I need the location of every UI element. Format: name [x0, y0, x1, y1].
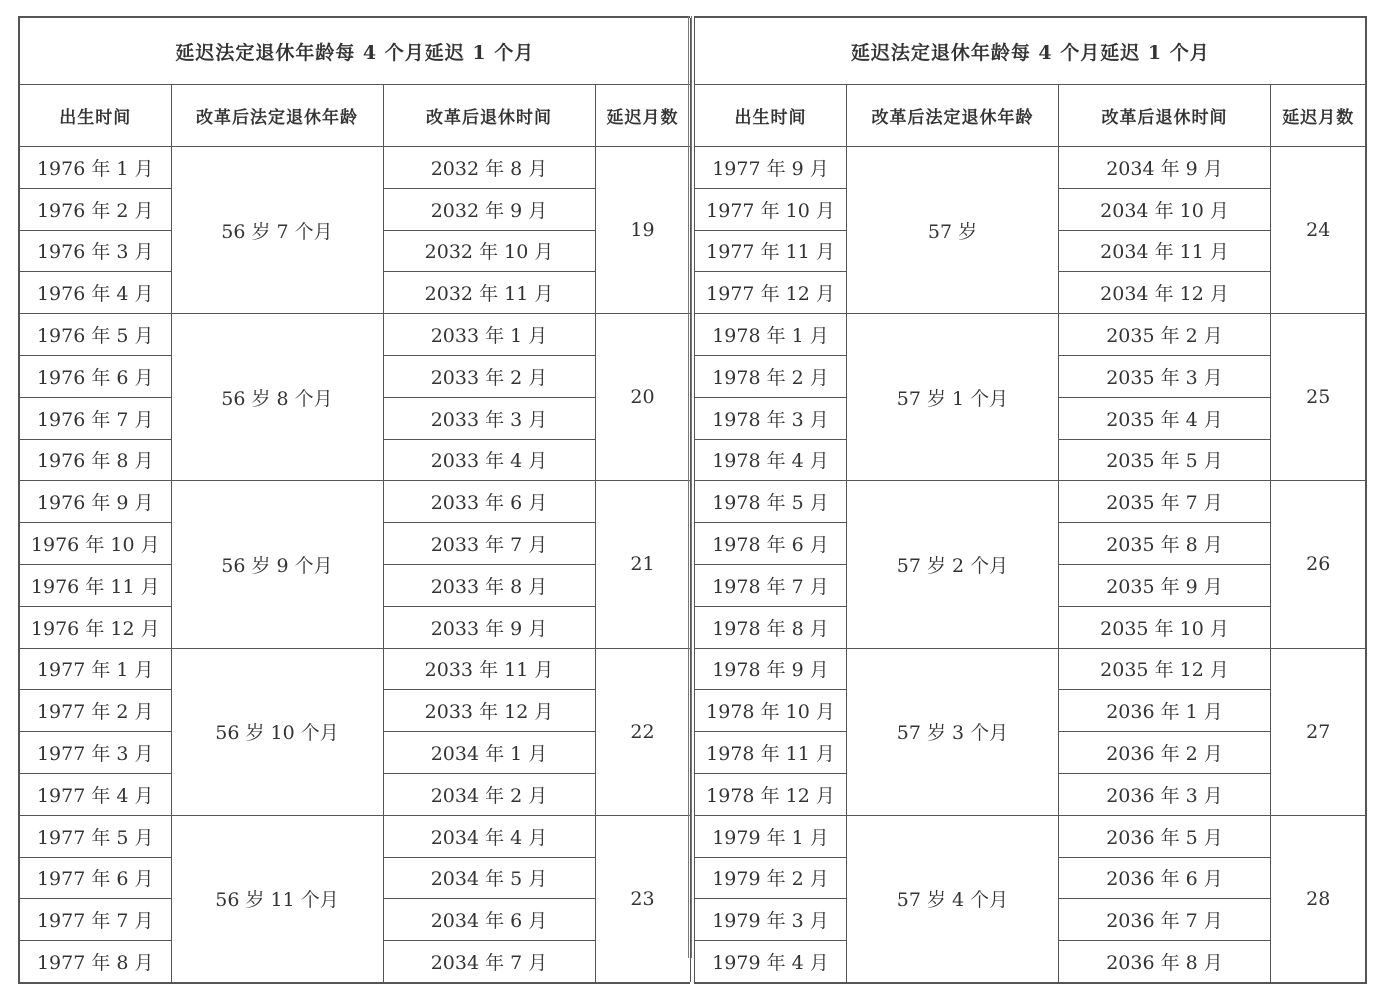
retirement-date-cell: 2035 年 12 月	[1059, 648, 1271, 690]
retirement-age-cell: 57 岁 1 个月	[847, 314, 1059, 481]
retirement-date-cell: 2034 年 1 月	[383, 732, 595, 774]
table-title-row	[20, 18, 690, 85]
retirement-date-cell: 2035 年 2 月	[1059, 314, 1271, 356]
retirement-date-cell: 2033 年 12 月	[383, 690, 595, 732]
table-row	[695, 648, 1366, 690]
table-body	[695, 147, 1366, 982]
birth-date-cell: 1978 年 4 月	[695, 439, 847, 481]
retirement-date-cell: 2034 年 2 月	[383, 773, 595, 815]
retirement-date-cell: 2034 年 6 月	[383, 899, 595, 941]
birth-date-cell: 1979 年 3 月	[695, 899, 847, 941]
retirement-date-cell: 2033 年 7 月	[383, 523, 595, 565]
header-delay-months: 延迟月数	[595, 85, 690, 147]
retirement-date-cell: 2036 年 3 月	[1059, 773, 1271, 815]
retirement-age-cell: 57 岁	[847, 147, 1059, 314]
table-row	[695, 147, 1366, 189]
birth-date-cell: 1977 年 8 月	[20, 941, 171, 982]
retirement-date-cell: 2036 年 5 月	[1059, 815, 1271, 857]
retirement-date-cell: 2036 年 6 月	[1059, 857, 1271, 899]
table-row	[695, 314, 1366, 356]
retirement-date-cell: 2033 年 3 月	[383, 397, 595, 439]
birth-date-cell: 1979 年 4 月	[695, 941, 847, 982]
table-title: 延迟法定退休年龄每 4 个月延迟 1 个月	[695, 18, 1366, 85]
birth-date-cell: 1977 年 1 月	[20, 648, 171, 690]
delay-months-cell: 28	[1271, 815, 1366, 982]
table-row	[20, 815, 690, 857]
birth-date-cell: 1976 年 6 月	[20, 355, 171, 397]
retirement-date-cell: 2034 年 5 月	[383, 857, 595, 899]
column-header-row	[695, 85, 1366, 147]
retirement-date-cell: 2034 年 12 月	[1059, 272, 1271, 314]
left-table-panel	[18, 16, 690, 984]
birth-date-cell: 1979 年 2 月	[695, 857, 847, 899]
retirement-date-cell: 2033 年 2 月	[383, 355, 595, 397]
retirement-date-cell: 2032 年 9 月	[383, 188, 595, 230]
retirement-date-cell: 2033 年 6 月	[383, 481, 595, 523]
birth-date-cell: 1978 年 12 月	[695, 773, 847, 815]
birth-date-cell: 1979 年 1 月	[695, 815, 847, 857]
table-row	[695, 481, 1366, 523]
delay-months-cell: 24	[1271, 147, 1366, 314]
retirement-age-cell: 56 岁 8 个月	[171, 314, 383, 481]
retirement-date-cell: 2034 年 9 月	[1059, 147, 1271, 189]
birth-date-cell: 1976 年 12 月	[20, 606, 171, 648]
birth-date-cell: 1976 年 7 月	[20, 397, 171, 439]
birth-date-cell: 1978 年 11 月	[695, 732, 847, 774]
birth-date-cell: 1976 年 2 月	[20, 188, 171, 230]
birth-date-cell: 1977 年 7 月	[20, 899, 171, 941]
table-title-row	[695, 18, 1366, 85]
retirement-age-cell: 57 岁 4 个月	[847, 815, 1059, 982]
header-retirement-age: 改革后法定退休年龄	[847, 85, 1059, 147]
delay-months-cell: 25	[1271, 314, 1366, 481]
delay-months-cell: 27	[1271, 648, 1366, 815]
retirement-age-cell: 56 岁 10 个月	[171, 648, 383, 815]
table-row	[695, 815, 1366, 857]
header-birth-date: 出生时间	[20, 85, 171, 147]
retirement-date-cell: 2035 年 5 月	[1059, 439, 1271, 481]
delay-months-cell: 22	[595, 648, 690, 815]
delay-months-cell: 26	[1271, 481, 1366, 648]
birth-date-cell: 1977 年 3 月	[20, 732, 171, 774]
retirement-table-right	[694, 18, 1366, 982]
retirement-date-cell: 2033 年 11 月	[383, 648, 595, 690]
birth-date-cell: 1978 年 1 月	[695, 314, 847, 356]
retirement-date-cell: 2033 年 8 月	[383, 564, 595, 606]
birth-date-cell: 1978 年 10 月	[695, 690, 847, 732]
birth-date-cell: 1978 年 7 月	[695, 564, 847, 606]
retirement-date-cell: 2034 年 11 月	[1059, 230, 1271, 272]
birth-date-cell: 1976 年 8 月	[20, 439, 171, 481]
retirement-date-cell: 2033 年 4 月	[383, 439, 595, 481]
retirement-date-cell: 2035 年 7 月	[1059, 481, 1271, 523]
header-retirement-age: 改革后法定退休年龄	[171, 85, 383, 147]
table-row	[20, 481, 690, 523]
retirement-age-cell: 56 岁 7 个月	[171, 147, 383, 314]
table-body	[20, 147, 690, 982]
birth-date-cell: 1977 年 12 月	[695, 272, 847, 314]
birth-date-cell: 1976 年 5 月	[20, 314, 171, 356]
column-header-row	[20, 85, 690, 147]
birth-date-cell: 1976 年 3 月	[20, 230, 171, 272]
retirement-date-cell: 2032 年 10 月	[383, 230, 595, 272]
delay-months-cell: 19	[595, 147, 690, 314]
delay-months-cell: 23	[595, 815, 690, 982]
delay-months-cell: 20	[595, 314, 690, 481]
retirement-date-cell: 2035 年 4 月	[1059, 397, 1271, 439]
birth-date-cell: 1977 年 2 月	[20, 690, 171, 732]
birth-date-cell: 1976 年 9 月	[20, 481, 171, 523]
birth-date-cell: 1977 年 10 月	[695, 188, 847, 230]
retirement-date-cell: 2034 年 7 月	[383, 941, 595, 982]
birth-date-cell: 1977 年 5 月	[20, 815, 171, 857]
delay-months-cell: 21	[595, 481, 690, 648]
retirement-date-cell: 2036 年 8 月	[1059, 941, 1271, 982]
table-row	[20, 147, 690, 189]
birth-date-cell: 1978 年 6 月	[695, 523, 847, 565]
retirement-date-cell: 2035 年 8 月	[1059, 523, 1271, 565]
birth-date-cell: 1976 年 4 月	[20, 272, 171, 314]
birth-date-cell: 1977 年 9 月	[695, 147, 847, 189]
retirement-age-cell: 56 岁 11 个月	[171, 815, 383, 982]
table-row	[20, 648, 690, 690]
birth-date-cell: 1976 年 11 月	[20, 564, 171, 606]
retirement-date-cell: 2035 年 3 月	[1059, 355, 1271, 397]
center-divider	[688, 16, 692, 958]
header-retirement-date: 改革后退休时间	[383, 85, 595, 147]
retirement-date-cell: 2034 年 10 月	[1059, 188, 1271, 230]
retirement-date-cell: 2033 年 9 月	[383, 606, 595, 648]
header-delay-months: 延迟月数	[1271, 85, 1366, 147]
right-table-panel	[694, 16, 1367, 984]
birth-date-cell: 1976 年 10 月	[20, 523, 171, 565]
retirement-age-cell: 56 岁 9 个月	[171, 481, 383, 648]
retirement-date-cell: 2036 年 1 月	[1059, 690, 1271, 732]
birth-date-cell: 1977 年 4 月	[20, 773, 171, 815]
table-title: 延迟法定退休年龄每 4 个月延迟 1 个月	[20, 18, 690, 85]
birth-date-cell: 1978 年 5 月	[695, 481, 847, 523]
header-retirement-date: 改革后退休时间	[1059, 85, 1271, 147]
retirement-date-cell: 2036 年 2 月	[1059, 732, 1271, 774]
retirement-date-cell: 2032 年 8 月	[383, 147, 595, 189]
retirement-date-cell: 2035 年 9 月	[1059, 564, 1271, 606]
birth-date-cell: 1976 年 1 月	[20, 147, 171, 189]
birth-date-cell: 1978 年 3 月	[695, 397, 847, 439]
retirement-age-cell: 57 岁 3 个月	[847, 648, 1059, 815]
birth-date-cell: 1978 年 8 月	[695, 606, 847, 648]
retirement-table-left	[20, 18, 691, 982]
birth-date-cell: 1978 年 9 月	[695, 648, 847, 690]
table-row	[20, 314, 690, 356]
retirement-date-cell: 2035 年 10 月	[1059, 606, 1271, 648]
birth-date-cell: 1977 年 11 月	[695, 230, 847, 272]
retirement-date-cell: 2034 年 4 月	[383, 815, 595, 857]
header-birth-date: 出生时间	[695, 85, 847, 147]
birth-date-cell: 1977 年 6 月	[20, 857, 171, 899]
retirement-date-cell: 2032 年 11 月	[383, 272, 595, 314]
birth-date-cell: 1978 年 2 月	[695, 355, 847, 397]
retirement-date-cell: 2033 年 1 月	[383, 314, 595, 356]
retirement-age-cell: 57 岁 2 个月	[847, 481, 1059, 648]
retirement-date-cell: 2036 年 7 月	[1059, 899, 1271, 941]
